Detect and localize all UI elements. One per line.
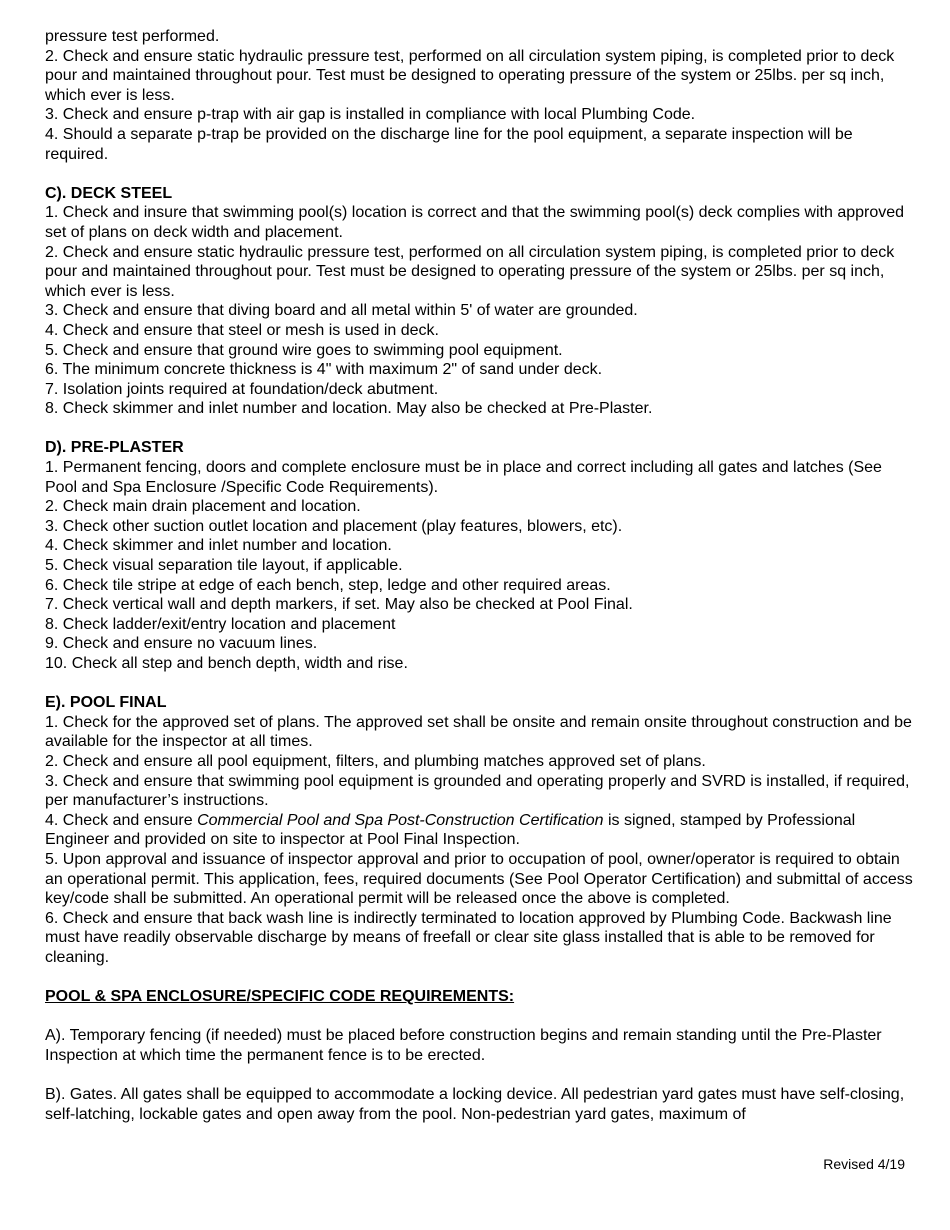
deck-steel-item: 5. Check and ensure that ground wire goes to swimming pool equipment. [45,341,563,359]
pre-plaster-item: 2. Check main drain placement and location. [45,498,361,516]
enclosure-heading: POOL & SPA ENCLOSURE/SPECIFIC CODE REQUIREMENTS: [45,988,515,1006]
pre-plaster-item: 9. Check and ensure no vacuum lines. [45,635,318,653]
pool-final-item: 5. Upon approval and issuance of inspector approval and prior to occupation of pool, owner/operator is required to obtain an operational permit. This application, fees, required documents (See Pool Operator Certification) and submittal of access key/code shall be submitted. An operational permit will be released once the above is completed. [45,850,913,908]
pre-plaster-item: 1. Permanent fencing, doors and complete enclosure must be in place and correct including all gates and latches (See Pool and Spa Enclosure /Specific Code Requirements). [45,459,882,496]
pre-plaster-item: 4. Check skimmer and inlet number and location. [45,537,392,555]
deck-steel-item: 2. Check and ensure static hydraulic pressure test, performed on all circulation system piping, is completed prior to deck pour and maintained throughout pour. Test must be designed to operating pressure of the system or 25lbs. per sq inch, which ever is less. [45,243,895,300]
enclosure-paragraph: A). Temporary fencing (if needed) must be placed before construction begins and remain standing until the Pre-Plaster Inspection at which time the permanent fence is to be erected. [45,1027,882,1064]
pool-final-item: 6. Check and ensure that back wash line is indirectly terminated to location approved by Plumbing Code. Backwash line must have readily observable discharge by means of freefall or clear site glass installed that is able to be removed for cleaning. [45,909,892,966]
item4-prefix: 4. Check and ensure [45,811,198,829]
pool-final-item: 1. Check for the approved set of plans. The approved set shall be onsite and remain onsite throughout construction and be available for the inspector at all times. [45,713,912,751]
pre-plaster-item: 8. Check ladder/exit/entry location and placement [45,615,396,633]
deck-steel-item: 4. Check and ensure that steel or mesh is used in deck. [45,321,439,339]
intro-line: 3. Check and ensure p-trap with air gap is installed in compliance with local Plumbing Code. [45,106,696,124]
deck-steel-item: 1. Check and insure that swimming pool(s) location is correct and that the swimming pool(s) deck complies with approved set of plans on deck width and placement. [45,204,905,241]
deck-steel-item: 8. Check skimmer and inlet number and location. May also be checked at Pre-Plaster. [45,400,653,418]
pool-final-item: 2. Check and ensure all pool equipment, filters, and plumbing matches approved set of plans. [45,752,706,770]
intro-line: pressure test performed. [45,28,220,45]
pre-plaster-item: 6. Check tile stripe at edge of each bench, step, ledge and other required areas. [45,576,611,594]
revision-note: Revised 4/19 [823,1156,905,1172]
pool-final-item: 3. Check and ensure that swimming pool equipment is grounded and operating properly and SVRD is installed, if required, per manufacturer’s instructions. [45,772,910,810]
pre-plaster-item: 3. Check other suction outlet location and placement (play features, blowers, etc). [45,517,623,535]
certification-title: Commercial Pool and Spa Post-Construction Certification [197,811,604,829]
intro-line: 4. Should a separate p-trap be provided on the discharge line for the pool equipment, a separate inspection will be required. [45,125,853,163]
deck-steel-heading: C). DECK STEEL [45,184,173,202]
pool-final-heading: E). POOL FINAL [45,694,167,712]
pre-plaster-heading: D). PRE-PLASTER [45,439,184,457]
pool-final-item [45,811,915,850]
item4-suffix: is signed, stamped by Professional Engineer and provided on site to inspector at Pool Final Inspection. [45,811,856,849]
pre-plaster-item: 5. Check visual separation tile layout, if applicable. [45,557,403,575]
deck-steel-item: 6. The minimum concrete thickness is 4" with maximum 2" of sand under deck. [45,361,603,379]
deck-steel-item: 7. Isolation joints required at foundation/deck abutment. [45,380,439,398]
intro-line: 2. Check and ensure static hydraulic pressure test, performed on all circulation system piping, is completed prior to deck pour and maintained throughout pour. Test must be designed to operating pressure of the system or 25lbs. per sq inch, which ever is less. [45,47,895,104]
document-page [45,27,915,1124]
pre-plaster-item: 10. Check all step and bench depth, width and rise. [45,655,408,672]
deck-steel-item: 3. Check and ensure that diving board and all metal within 5' of water are grounded. [45,302,638,320]
enclosure-paragraph: B). Gates. All gates shall be equipped to accommodate a locking device. All pedestrian yard gates must have self-closing, self-latching, lockable gates and open away from the pool. Non-pedestrian yard gates, maximum of [45,1086,905,1123]
pre-plaster-item: 7. Check vertical wall and depth markers, if set. May also be checked at Pool Final. [45,596,633,614]
